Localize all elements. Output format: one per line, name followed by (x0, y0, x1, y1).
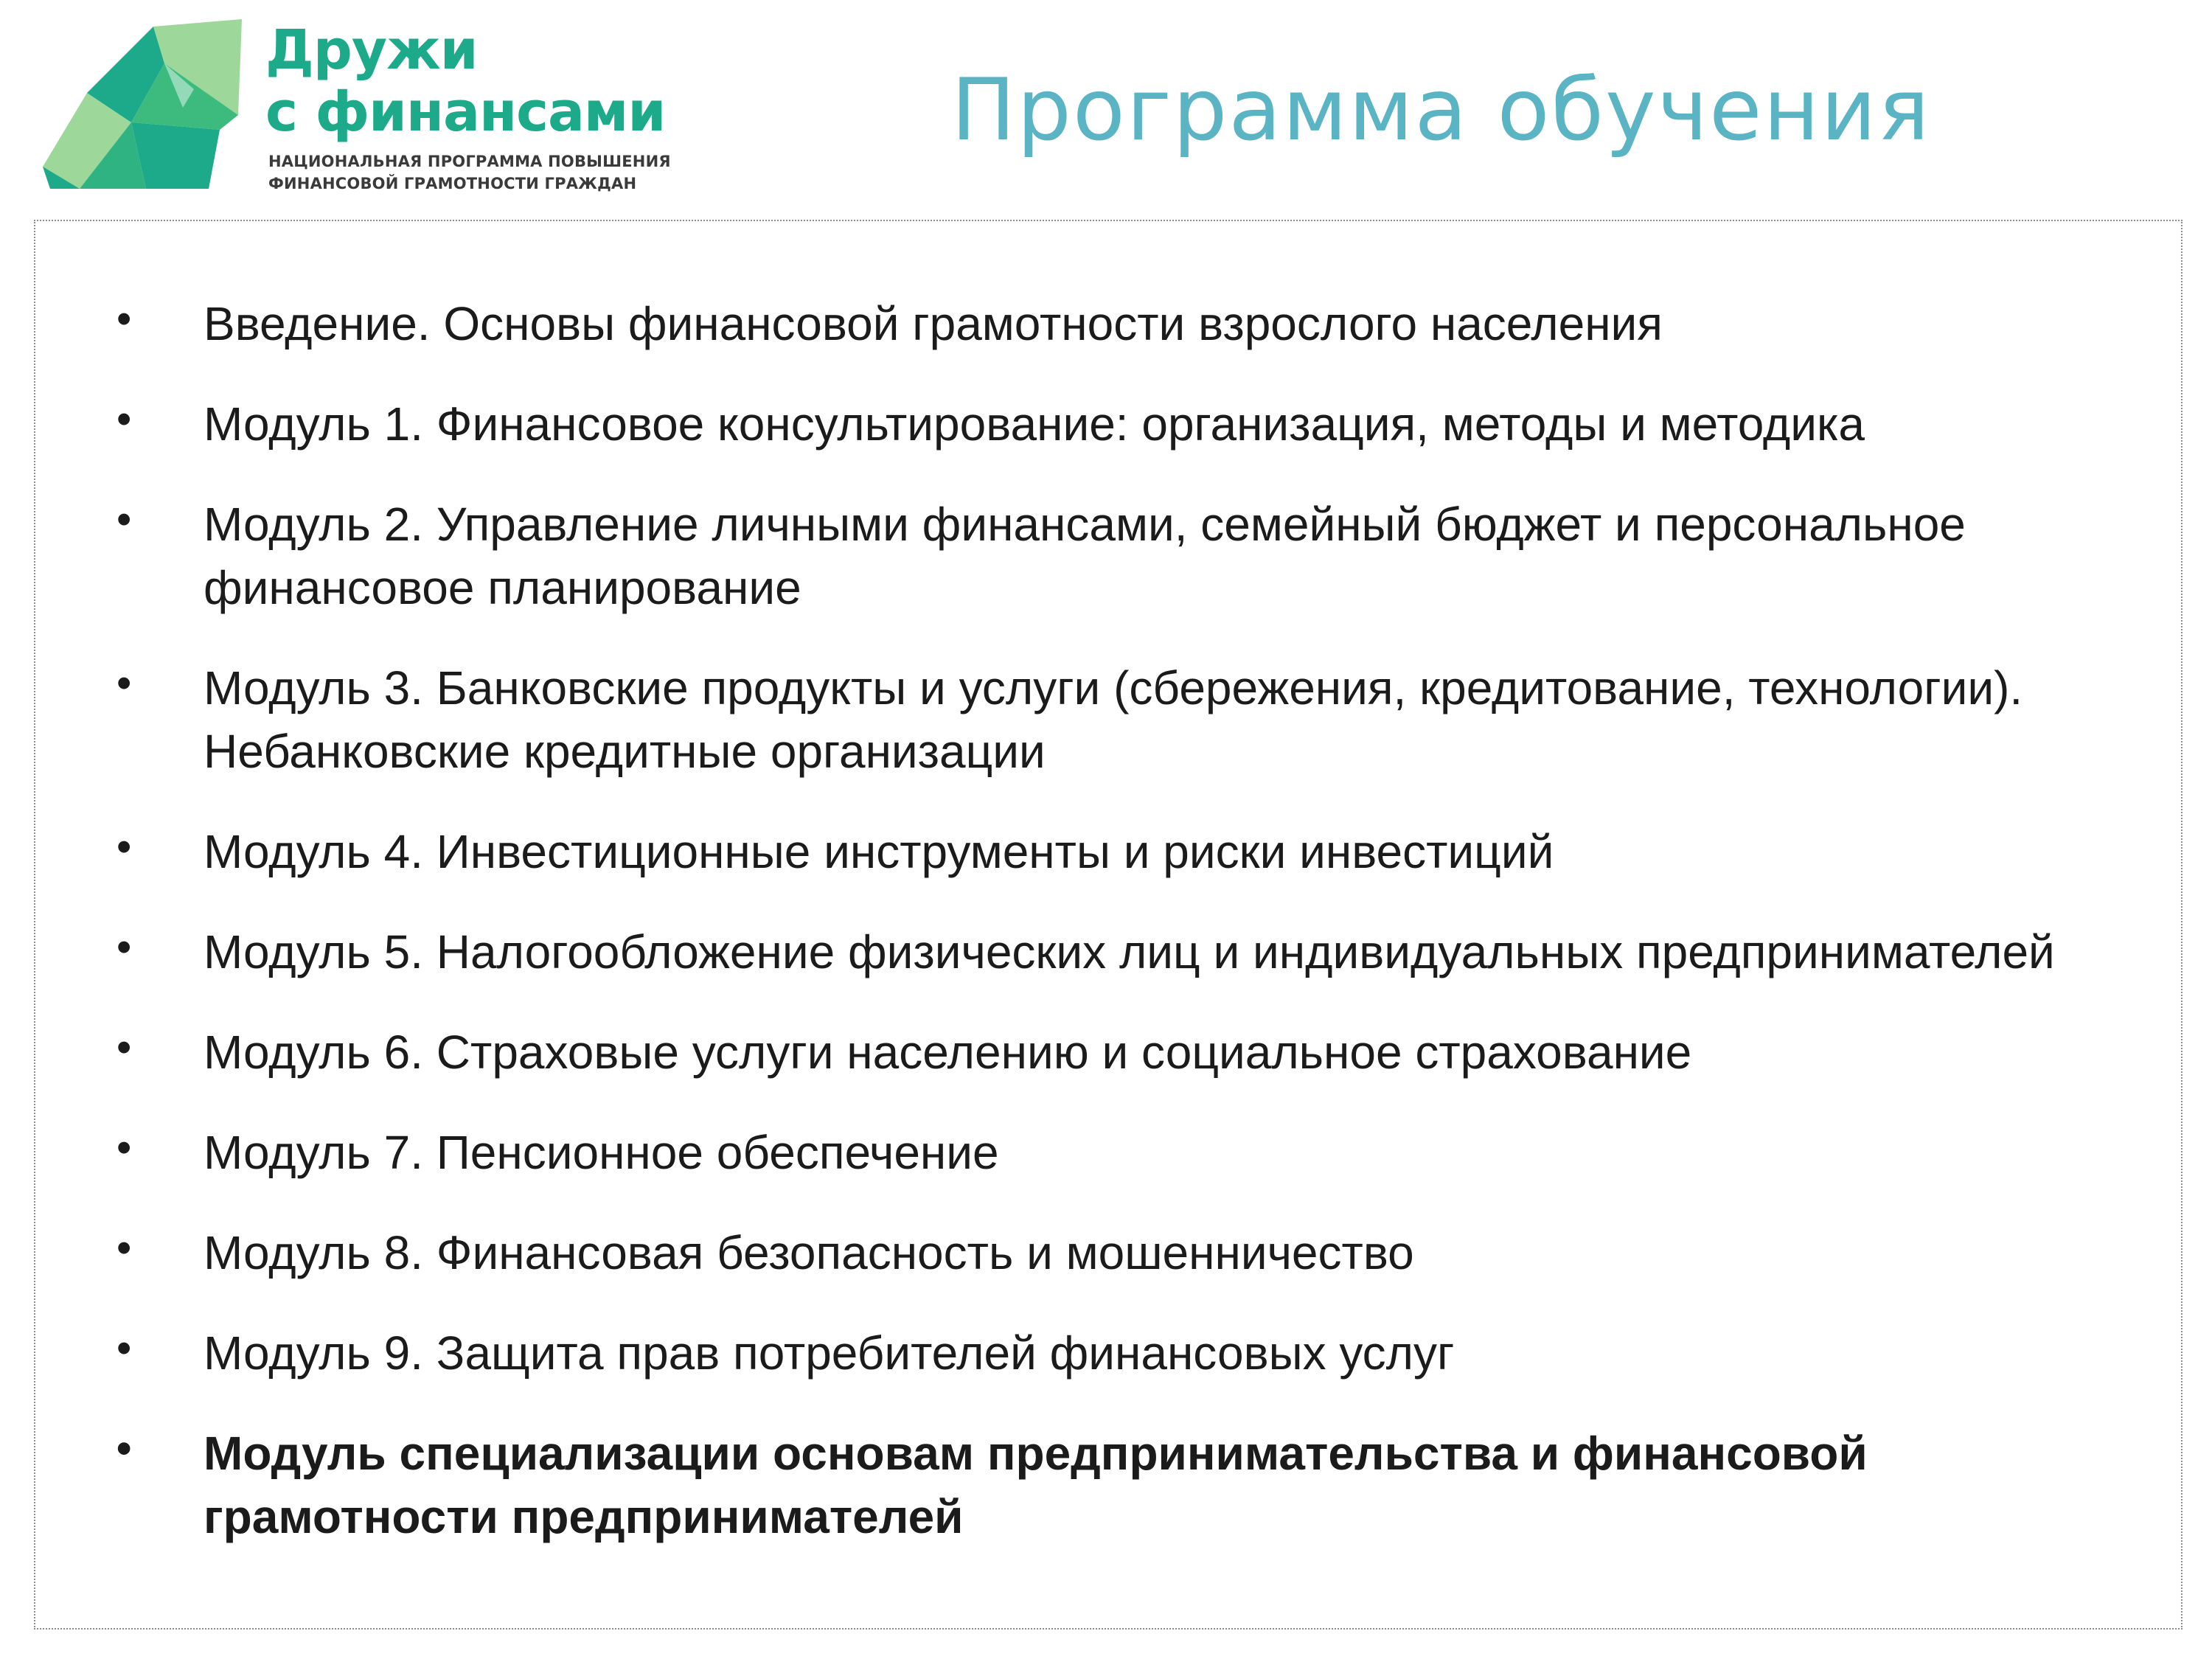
bullet-icon: • (116, 495, 132, 543)
logo-subtitle-line2: ФИНАНСОВОЙ ГРАМОТНОСТИ ГРАЖДАН (268, 175, 637, 192)
bullet-icon: • (116, 1124, 132, 1172)
program-item-text: Модуль 2. Управление личными финансами, семейный бюджет и персональное финансовое планирование (204, 498, 1966, 614)
bullet-icon: • (116, 1324, 132, 1372)
program-item-text: Модуль 8. Финансовая безопасность и мошенничество (204, 1226, 1414, 1279)
logo-subtitle-line1: НАЦИОНАЛЬНАЯ ПРОГРАММА ПОВЫШЕНИЯ (268, 153, 671, 170)
bullet-icon: • (116, 823, 132, 871)
program-content-box (34, 220, 2183, 1630)
program-item-module-2 (116, 493, 2107, 619)
bullet-icon: • (116, 1224, 132, 1272)
program-item-module-6 (116, 1020, 2107, 1084)
program-item-text: Модуль 5. Налогообложение физических лиц и индивидуальных предпринимателей (204, 925, 2055, 978)
program-item-text: Модуль 3. Банковские продукты и услуги (сбережения, кредитование, технологии). Небанковские кредитные организации (204, 661, 2023, 778)
page-title: Программа обучения (951, 60, 1931, 160)
program-item-text: Модуль 9. Защита прав потребителей финансовых услуг (204, 1326, 1455, 1380)
bullet-icon: • (116, 1023, 132, 1071)
program-item-specialization (116, 1422, 2107, 1548)
program-item-text: Модуль 4. Инвестиционные инструменты и риски инвестиций (204, 825, 1554, 878)
brand-logo (35, 19, 684, 196)
program-item-module-5 (116, 920, 2107, 984)
program-item-module-1 (116, 392, 2107, 456)
program-item-module-8 (116, 1221, 2107, 1284)
dog-logo-icon (35, 19, 242, 196)
logo-subtitle (268, 150, 671, 195)
program-item-module-4 (116, 820, 2107, 883)
program-item-module-9 (116, 1321, 2107, 1385)
bullet-icon: • (116, 923, 132, 971)
program-item-module-7 (116, 1121, 2107, 1184)
bullet-icon: • (116, 395, 132, 443)
program-item-text: Модуль 7. Пенсионное обеспечение (204, 1126, 999, 1179)
program-item-text: Модуль 1. Финансовое консультирование: организация, методы и методика (204, 397, 1865, 451)
bullet-icon: • (116, 1425, 132, 1472)
program-item-text: Введение. Основы финансовой грамотности взрослого населения (204, 297, 1663, 350)
logo-title (265, 19, 665, 143)
logo-title-line2: с финансами (265, 80, 666, 144)
program-list (116, 292, 2107, 1585)
bullet-icon: • (116, 659, 132, 707)
bullet-icon: • (116, 295, 132, 343)
program-item-intro (116, 292, 2107, 355)
program-item-text: Модуль специализации основам предпринимательства и финансовой грамотности предпринимателей (204, 1427, 1868, 1543)
program-item-module-3 (116, 656, 2107, 783)
logo-title-line1: Дружи (265, 18, 478, 82)
program-item-text: Модуль 6. Страховые услуги населению и социальное страхование (204, 1026, 1692, 1079)
